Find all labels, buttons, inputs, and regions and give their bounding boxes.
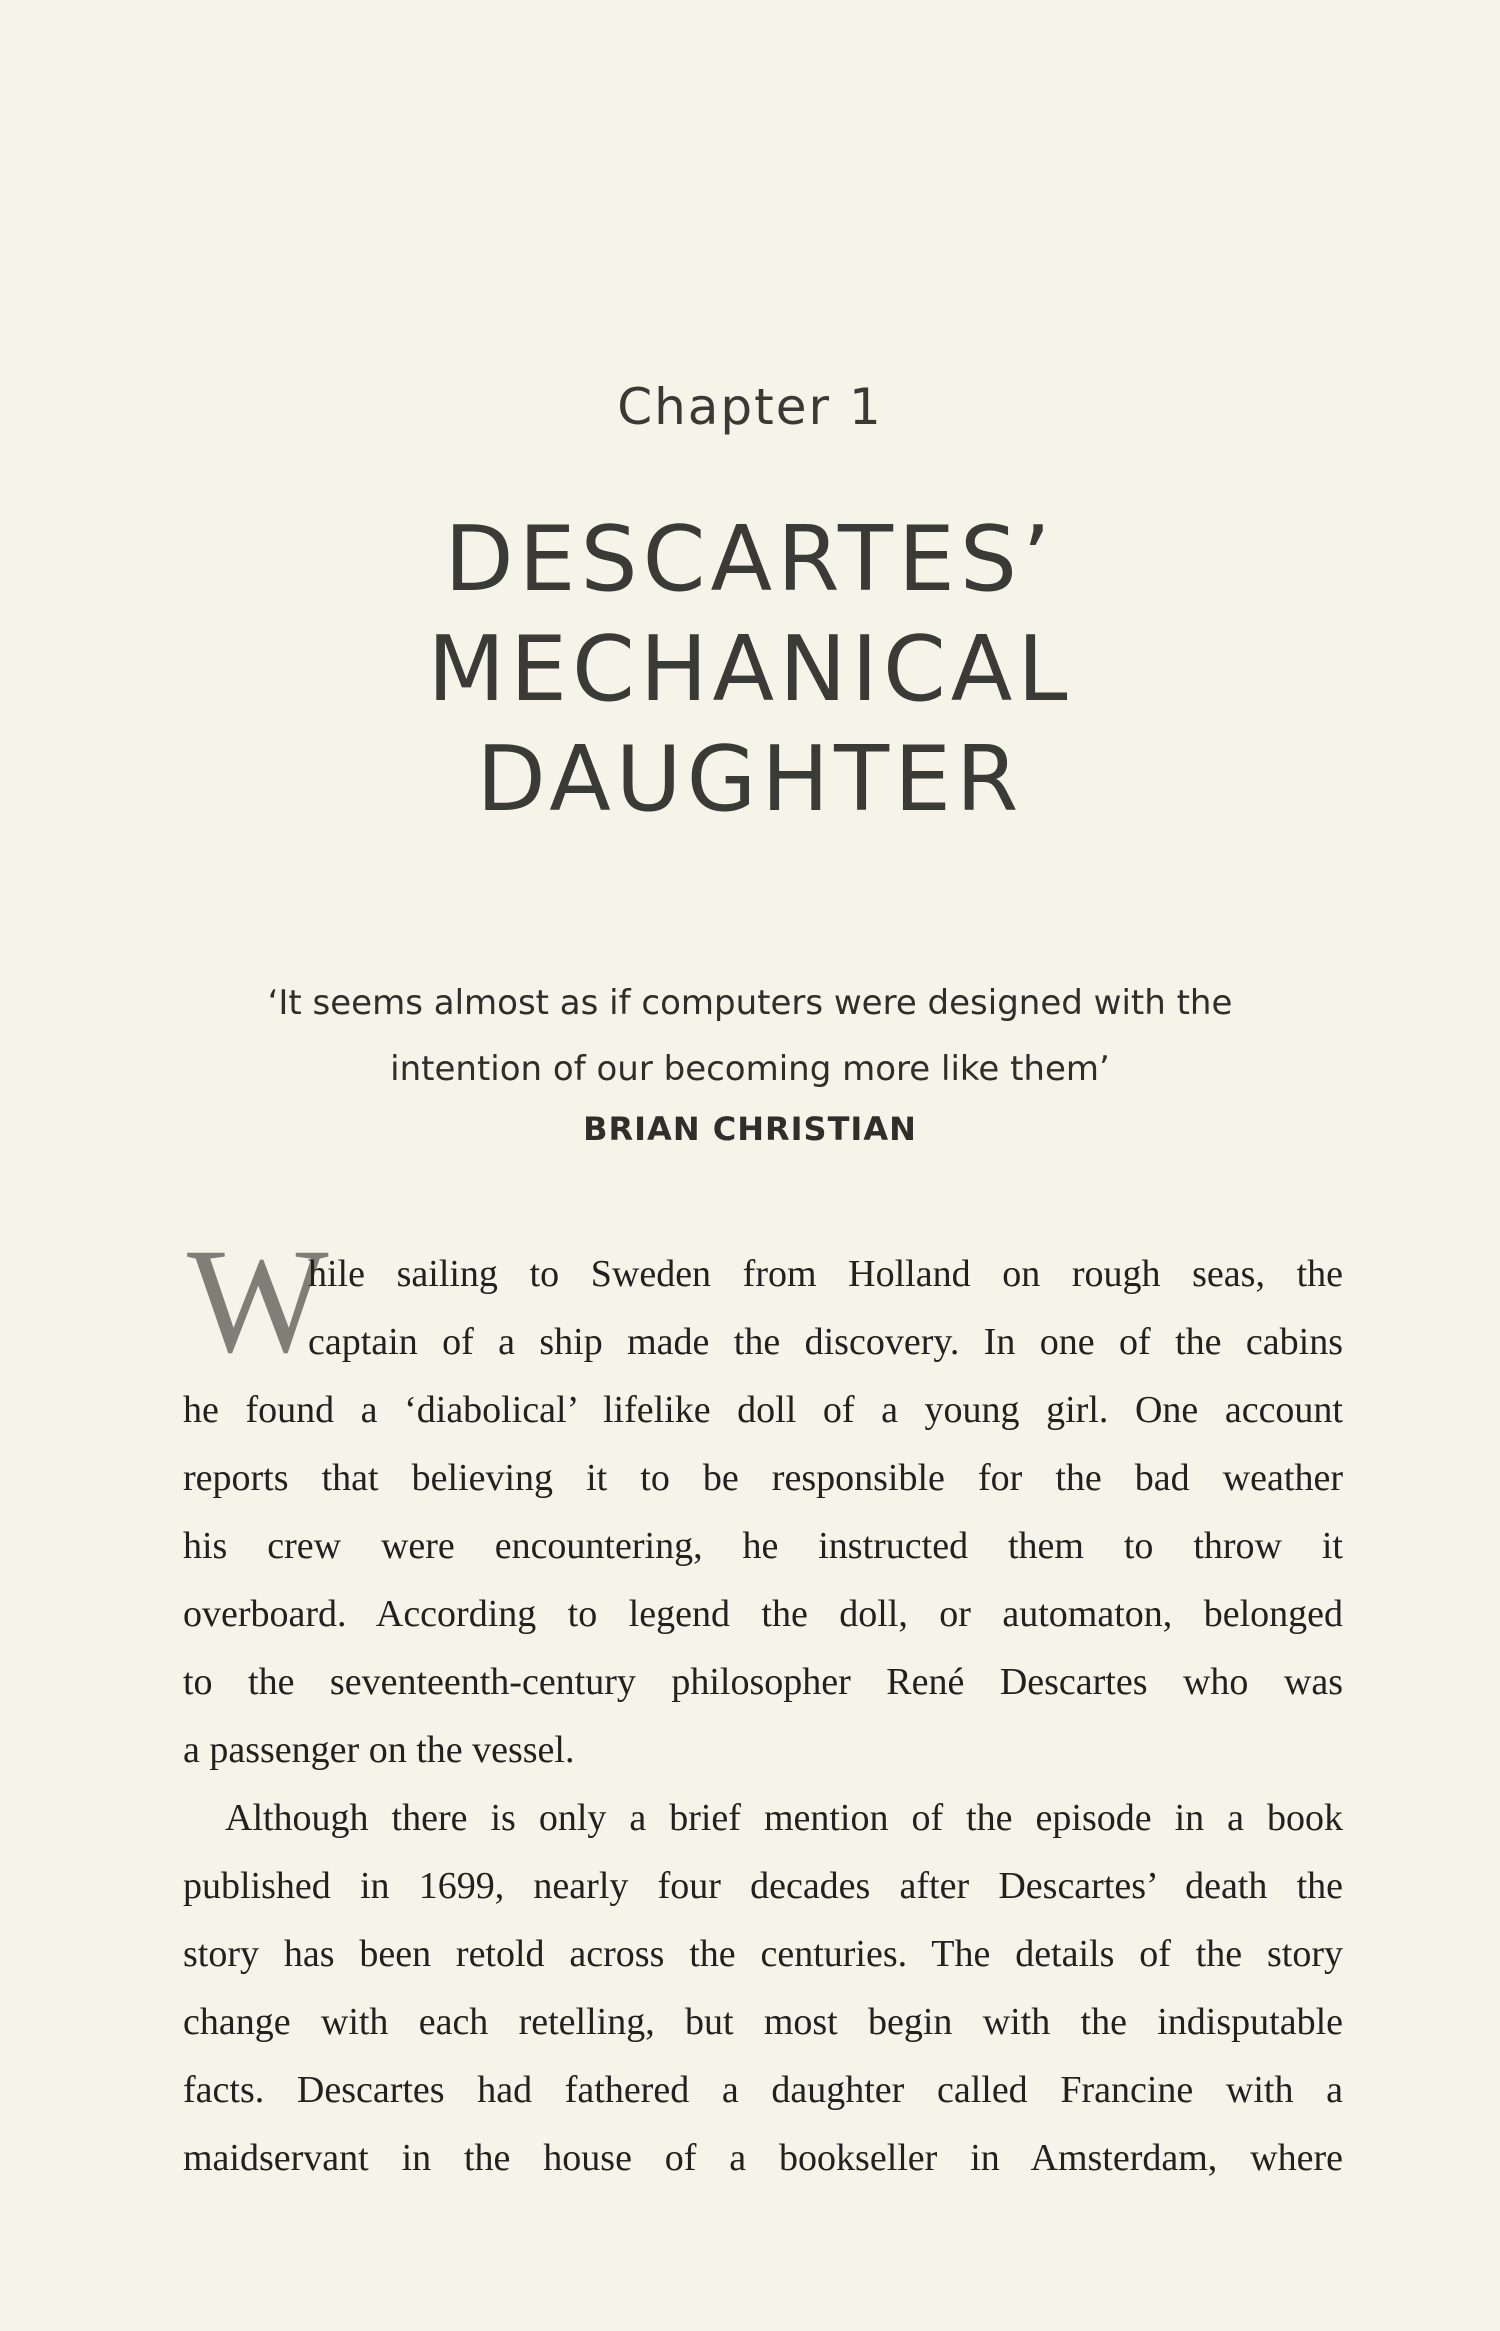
text-line: change with each retelling, but most begin with the indisputable: [183, 2001, 1343, 2043]
epigraph-quote: [0, 970, 1500, 1102]
epigraph-author: BRIAN CHRISTIAN: [583, 1110, 917, 1148]
drop-cap: W: [187, 1218, 329, 1384]
body-text: [183, 1240, 1343, 2192]
text-line: he found a ‘diabolical’ lifelike doll of a young girl. One account: [183, 1389, 1343, 1431]
chapter-title-line: DAUGHTER: [476, 727, 1024, 832]
text-line: captain of a ship made the discovery. In one of the cabins: [308, 1321, 1343, 1363]
text-line: overboard. According to legend the doll, or automaton, belonged: [183, 1593, 1343, 1635]
text-line: a passenger on the vessel.: [183, 1729, 575, 1771]
chapter-number: Chapter 1: [617, 378, 883, 436]
text-line: Although there is only a brief mention of the episode in a book: [225, 1797, 1343, 1839]
chapter-title-line: MECHANICAL: [427, 617, 1073, 722]
text-line: reports that believing it to be responsible for the bad weather: [183, 1457, 1343, 1499]
text-line: his crew were encountering, he instructed them to throw it: [183, 1525, 1343, 1567]
text-line: hile sailing to Sweden from Holland on rough seas, the: [308, 1253, 1343, 1295]
epigraph-line: ‘It seems almost as if computers were designed with the: [267, 983, 1233, 1023]
epigraph-line: intention of our becoming more like them’: [390, 1049, 1110, 1089]
text-line: maidservant in the house of a bookseller in Amsterdam, where: [183, 2137, 1343, 2179]
paragraph-1: [183, 1240, 1343, 1784]
text-line: published in 1699, nearly four decades after Descartes’ death the: [183, 1865, 1343, 1907]
paragraph-2: [183, 1784, 1343, 2192]
text-line: story has been retold across the centuries. The details of the story: [183, 1933, 1343, 1975]
text-line: to the seventeenth-century philosopher René Descartes who was: [183, 1661, 1343, 1703]
chapter-title-line: DESCARTES’: [444, 507, 1056, 612]
chapter-title: [0, 505, 1500, 835]
text-line: facts. Descartes had fathered a daughter called Francine with a: [183, 2069, 1343, 2111]
